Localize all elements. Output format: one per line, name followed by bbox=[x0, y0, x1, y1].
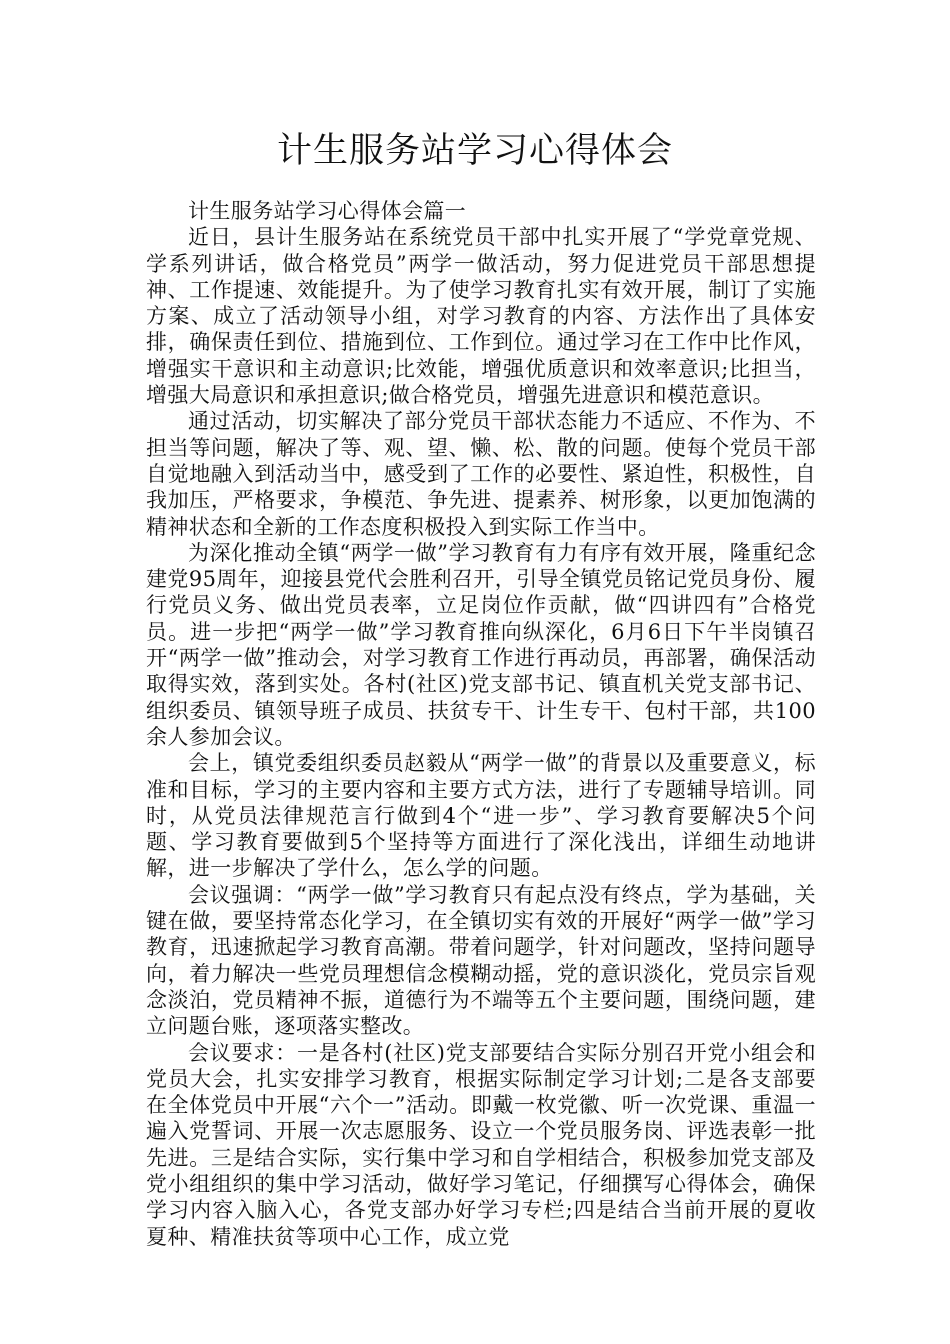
section-heading: 计生服务站学习心得体会篇一 bbox=[188, 199, 467, 223]
paragraph: 会议要求：一是各村(社区)党支部要结合实际分别召开党小组会和党员大会，扎实安排学习教育，根据实际制定学习计划;二是各支部要在全体党员中开展“六个一”活动。即戴一枚党徽、听一次党课、重温一遍入党誓词、开展一次志愿服务、设立一个党员服务岗、评选表彰一批先进。三是结合实际，实行集中学习和自学相结合，积极参加党支部及党小组组织的集中学习活动，做好学习笔记，仔细撰写心得体会，确保学习内容入脑入心，各党支部办好学习专栏;四是结合当前开展的夏收夏种、精准扶贫等项中心工作，成立党 bbox=[146, 1040, 816, 1249]
document-title: 计生服务站学习心得体会 bbox=[276, 131, 673, 171]
paragraph: 会上，镇党委组织委员赵毅从“两学一做”的背景以及重要意义，标准和目标，学习的主要内容和主要方式方法，进行了专题辅导培训。同时，从党员法律规范言行做到4个“进一步”、学习教育要解决5个问题、学习教育要做到5个坚持等方面进行了深化浅出，详细生动地讲解，进一步解决了学什么，怎么学的问题。 bbox=[146, 751, 816, 881]
paragraph: 通过活动，切实解决了部分党员干部状态能力不适应、不作为、不担当等问题，解决了等、观、望、懒、松、散的问题。使每个党员干部自觉地融入到活动当中，感受到了工作的必要性、紧迫性，积极性，自我加压，严格要求，争模范、争先进、提素养、树形象，以更加饱满的精神状态和全新的工作态度积极投入到实际工作当中。 bbox=[146, 409, 816, 539]
document-body bbox=[146, 198, 816, 1250]
paragraph: 近日，县计生服务站在系统党员干部中扎实开展了“学党章党规、学系列讲话，做合格党员”两学一做活动，努力促进党员干部思想提神、工作提速、效能提升。为了使学习教育扎实有效开展，制订了实施方案、成立了活动领导小组，对学习教育的内容、方法作出了具体安排，确保责任到位、措施到位、工作到位。通过学习在工作中比作风，增强实干意识和主动意识;比效能，增强优质意识和效率意识;比担当，增强大局意识和承担意识;做合格党员，增强先进意识和模范意识。 bbox=[146, 225, 816, 408]
paragraph: 会议强调：“两学一做”学习教育只有起点没有终点，学为基础，关键在做，要坚持常态化学习，在全镇切实有效的开展好“两学一做”学习教育，迅速掀起学习教育高潮。带着问题学，针对问题改，坚持问题导向，着力解决一些党员理想信念模糊动摇，党的意识淡化，党员宗旨观念淡泊，党员精神不振，道德行为不端等五个主要问题，围绕问题，建立问题台账，逐项落实整改。 bbox=[146, 882, 816, 1039]
paragraph: 为深化推动全镇“两学一做”学习教育有力有序有效开展，隆重纪念建党95周年，迎接县党代会胜利召开，引导全镇党员铭记党员身份、履行党员义务、做出党员表率，立足岗位作贡献，做“四讲四有”合格党员。进一步把“两学一做”学习教育推向纵深化，6月6日下午半岗镇召开“两学一做”推动会，对学习教育工作进行再动员，再部署，确保活动取得实效，落到实处。各村(社区)党支部书记、镇直机关党支部书记、组织委员、镇领导班子成员、扶贫专干、计生专干、包村干部，共100余人参加会议。 bbox=[146, 540, 816, 749]
